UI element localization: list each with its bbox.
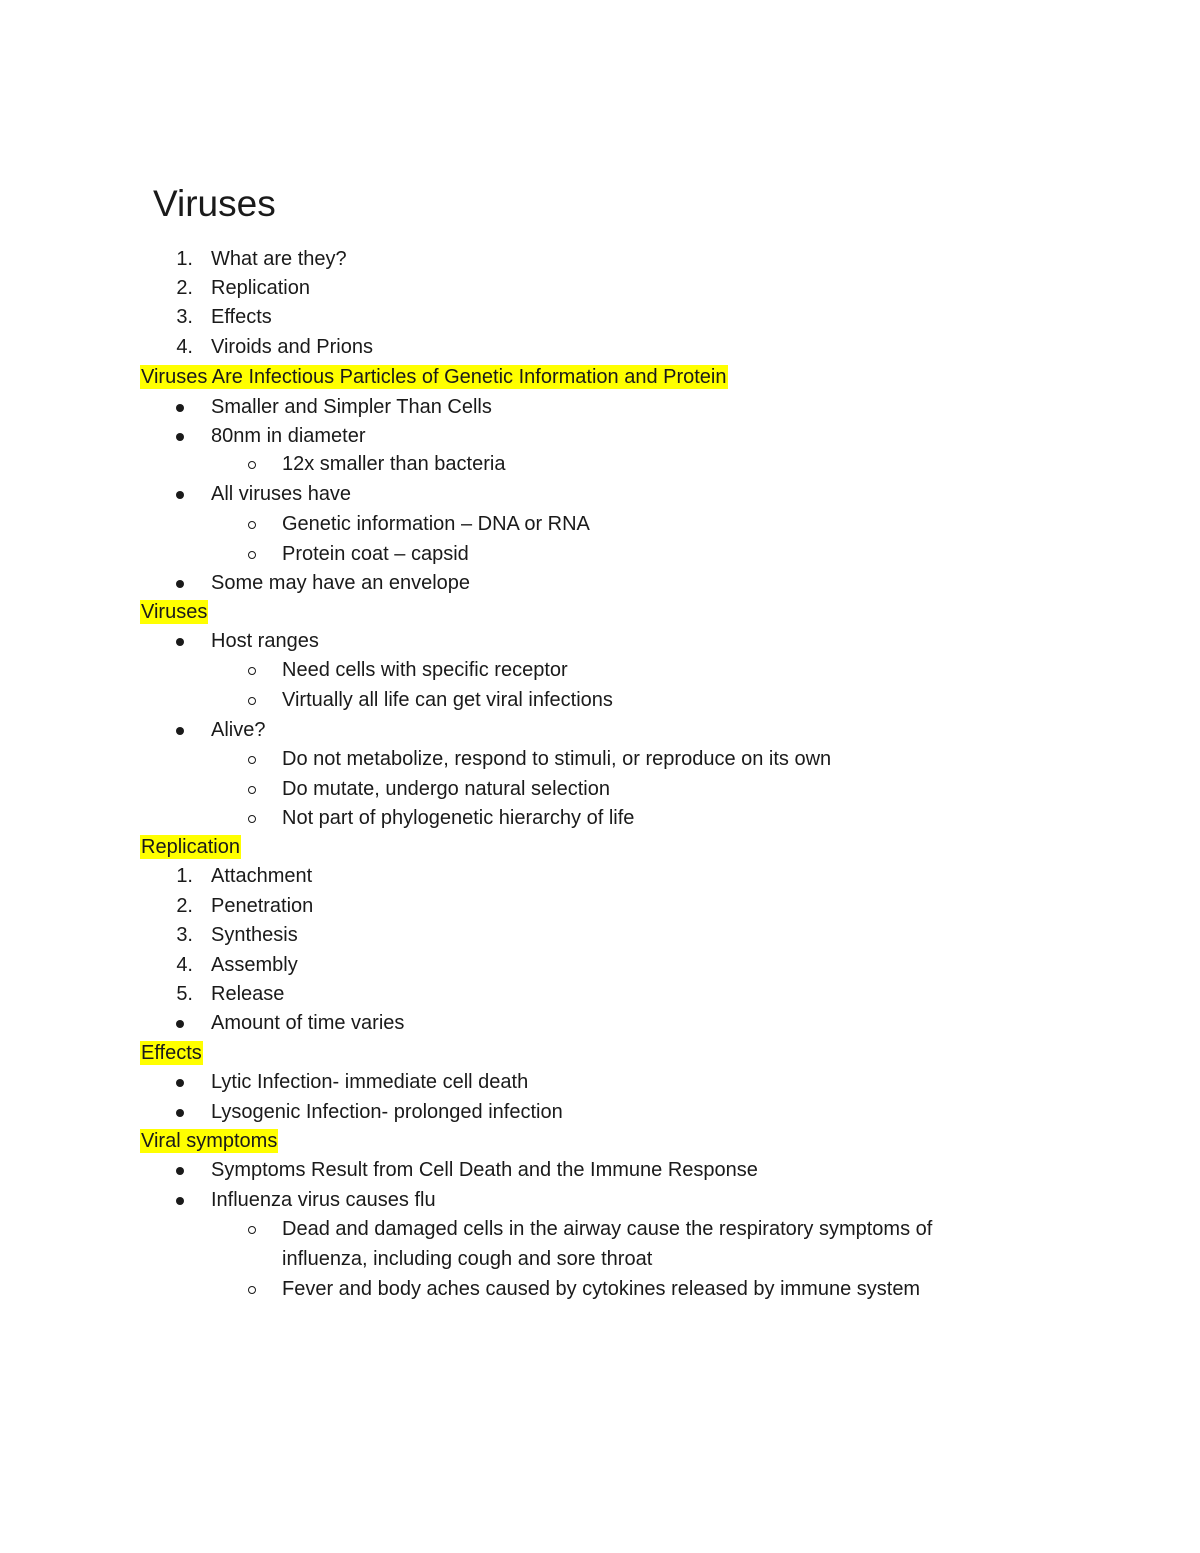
section-heading xyxy=(140,363,728,393)
bullet-dot-icon xyxy=(176,638,184,646)
list-number: 2. xyxy=(176,895,193,917)
highlighted-heading: Replication xyxy=(141,836,240,858)
sub-bullet-text: 12x smaller than bacteria xyxy=(282,453,506,475)
sub-bullet-item xyxy=(248,450,506,480)
document-title: Viruses xyxy=(153,183,276,224)
bullet-circle-icon xyxy=(248,1226,256,1234)
bullet-circle-icon xyxy=(248,786,256,794)
bullet-item xyxy=(176,1098,563,1128)
sub-bullet-item xyxy=(248,686,613,716)
sub-bullet-text: Fever and body aches caused by cytokines released by immune system xyxy=(282,1278,921,1300)
step-text: Attachment xyxy=(211,865,313,887)
sub-bullet-text: Do mutate, undergo natural selection xyxy=(282,778,610,800)
sub-bullet-item xyxy=(248,775,610,805)
list-number: 4. xyxy=(176,954,193,976)
sub-bullet-text: Do not metabolize, respond to stimuli, or reproduce on its own xyxy=(282,748,832,770)
highlighted-heading: Viral symptoms xyxy=(141,1130,278,1152)
bullet-dot-icon xyxy=(176,433,184,441)
bullet-dot-icon xyxy=(176,727,184,735)
step-text: Release xyxy=(211,983,285,1005)
bullet-text: All viruses have xyxy=(211,483,352,505)
sub-bullet-text: Genetic information – DNA or RNA xyxy=(282,513,590,535)
sub-bullet-item xyxy=(248,1275,921,1305)
sub-bullet-text: Protein coat – capsid xyxy=(282,543,469,565)
bullet-item xyxy=(176,716,266,746)
bullet-circle-icon xyxy=(248,521,256,529)
list-number: 1. xyxy=(176,248,193,270)
sub-bullet-item xyxy=(248,656,568,686)
sub-bullet-text: Not part of phylogenetic hierarchy of life xyxy=(282,807,635,829)
bullet-item xyxy=(176,1009,405,1039)
bullet-item xyxy=(176,480,352,510)
section-heading xyxy=(140,598,208,628)
bullet-dot-icon xyxy=(176,404,184,412)
sub-bullet-item xyxy=(248,1215,933,1270)
bullet-text: Lytic Infection- immediate cell death xyxy=(211,1071,529,1093)
sub-bullet-item xyxy=(248,804,635,834)
bullet-dot-icon xyxy=(176,1020,184,1028)
toc-item-text: Replication xyxy=(211,277,310,299)
bullet-dot-icon xyxy=(176,580,184,588)
bullet-text: 80nm in diameter xyxy=(211,425,366,447)
list-number: 1. xyxy=(176,865,193,887)
bullet-circle-icon xyxy=(248,1286,256,1294)
list-number: 2. xyxy=(176,277,193,299)
list-number: 3. xyxy=(176,306,193,328)
toc-item-text: Viroids and Prions xyxy=(211,336,373,358)
bullet-item xyxy=(176,569,471,599)
step-text: Assembly xyxy=(211,954,298,976)
bullet-text: Influenza virus causes flu xyxy=(211,1189,436,1211)
sub-bullet-text: Need cells with specific receptor xyxy=(282,659,568,681)
bullet-text: Lysogenic Infection- prolonged infection xyxy=(211,1101,563,1123)
bullet-item xyxy=(176,1186,436,1216)
sub-bullet-item xyxy=(248,510,590,540)
bullet-text: Some may have an envelope xyxy=(211,572,471,594)
section-heading xyxy=(140,833,241,863)
bullet-item xyxy=(176,1068,529,1098)
bullet-circle-icon xyxy=(248,551,256,559)
sub-bullet-text: Dead and damaged cells in the airway cause the respiratory symptoms of influenza, including cough and sore throat xyxy=(282,1218,933,1270)
bullet-dot-icon xyxy=(176,1109,184,1117)
bullet-item xyxy=(176,1156,758,1186)
step-text: Penetration xyxy=(211,895,314,917)
list-number: 4. xyxy=(176,336,193,358)
bullet-text: Smaller and Simpler Than Cells xyxy=(211,396,492,418)
highlighted-heading: Viruses xyxy=(141,601,208,623)
sub-bullet-item xyxy=(248,745,832,775)
bullet-circle-icon xyxy=(248,697,256,705)
section-heading xyxy=(140,1127,278,1157)
sub-bullet-item xyxy=(248,540,469,570)
bullet-circle-icon xyxy=(248,667,256,675)
bullet-dot-icon xyxy=(176,1167,184,1175)
toc-item-text: What are they? xyxy=(211,248,347,270)
sub-bullet-text: Virtually all life can get viral infections xyxy=(282,689,613,711)
bullet-text: Host ranges xyxy=(211,630,319,652)
bullet-item xyxy=(176,393,492,423)
bullet-item xyxy=(176,627,319,657)
bullet-dot-icon xyxy=(176,1197,184,1205)
bullet-dot-icon xyxy=(176,1079,184,1087)
toc-item-text: Effects xyxy=(211,306,272,328)
list-number: 3. xyxy=(176,924,193,946)
section-heading xyxy=(140,1039,203,1069)
bullet-circle-icon xyxy=(248,756,256,764)
list-number: 5. xyxy=(176,983,193,1005)
bullet-text: Amount of time varies xyxy=(211,1012,405,1034)
bullet-circle-icon xyxy=(248,815,256,823)
bullet-item xyxy=(176,422,366,452)
bullet-text: Alive? xyxy=(211,719,266,741)
bullet-dot-icon xyxy=(176,491,184,499)
highlighted-heading: Effects xyxy=(141,1042,202,1064)
highlighted-heading: Viruses Are Infectious Particles of Genetic Information and Protein xyxy=(141,366,727,388)
bullet-circle-icon xyxy=(248,461,256,469)
bullet-text: Symptoms Result from Cell Death and the Immune Response xyxy=(211,1159,758,1181)
step-text: Synthesis xyxy=(211,924,298,946)
